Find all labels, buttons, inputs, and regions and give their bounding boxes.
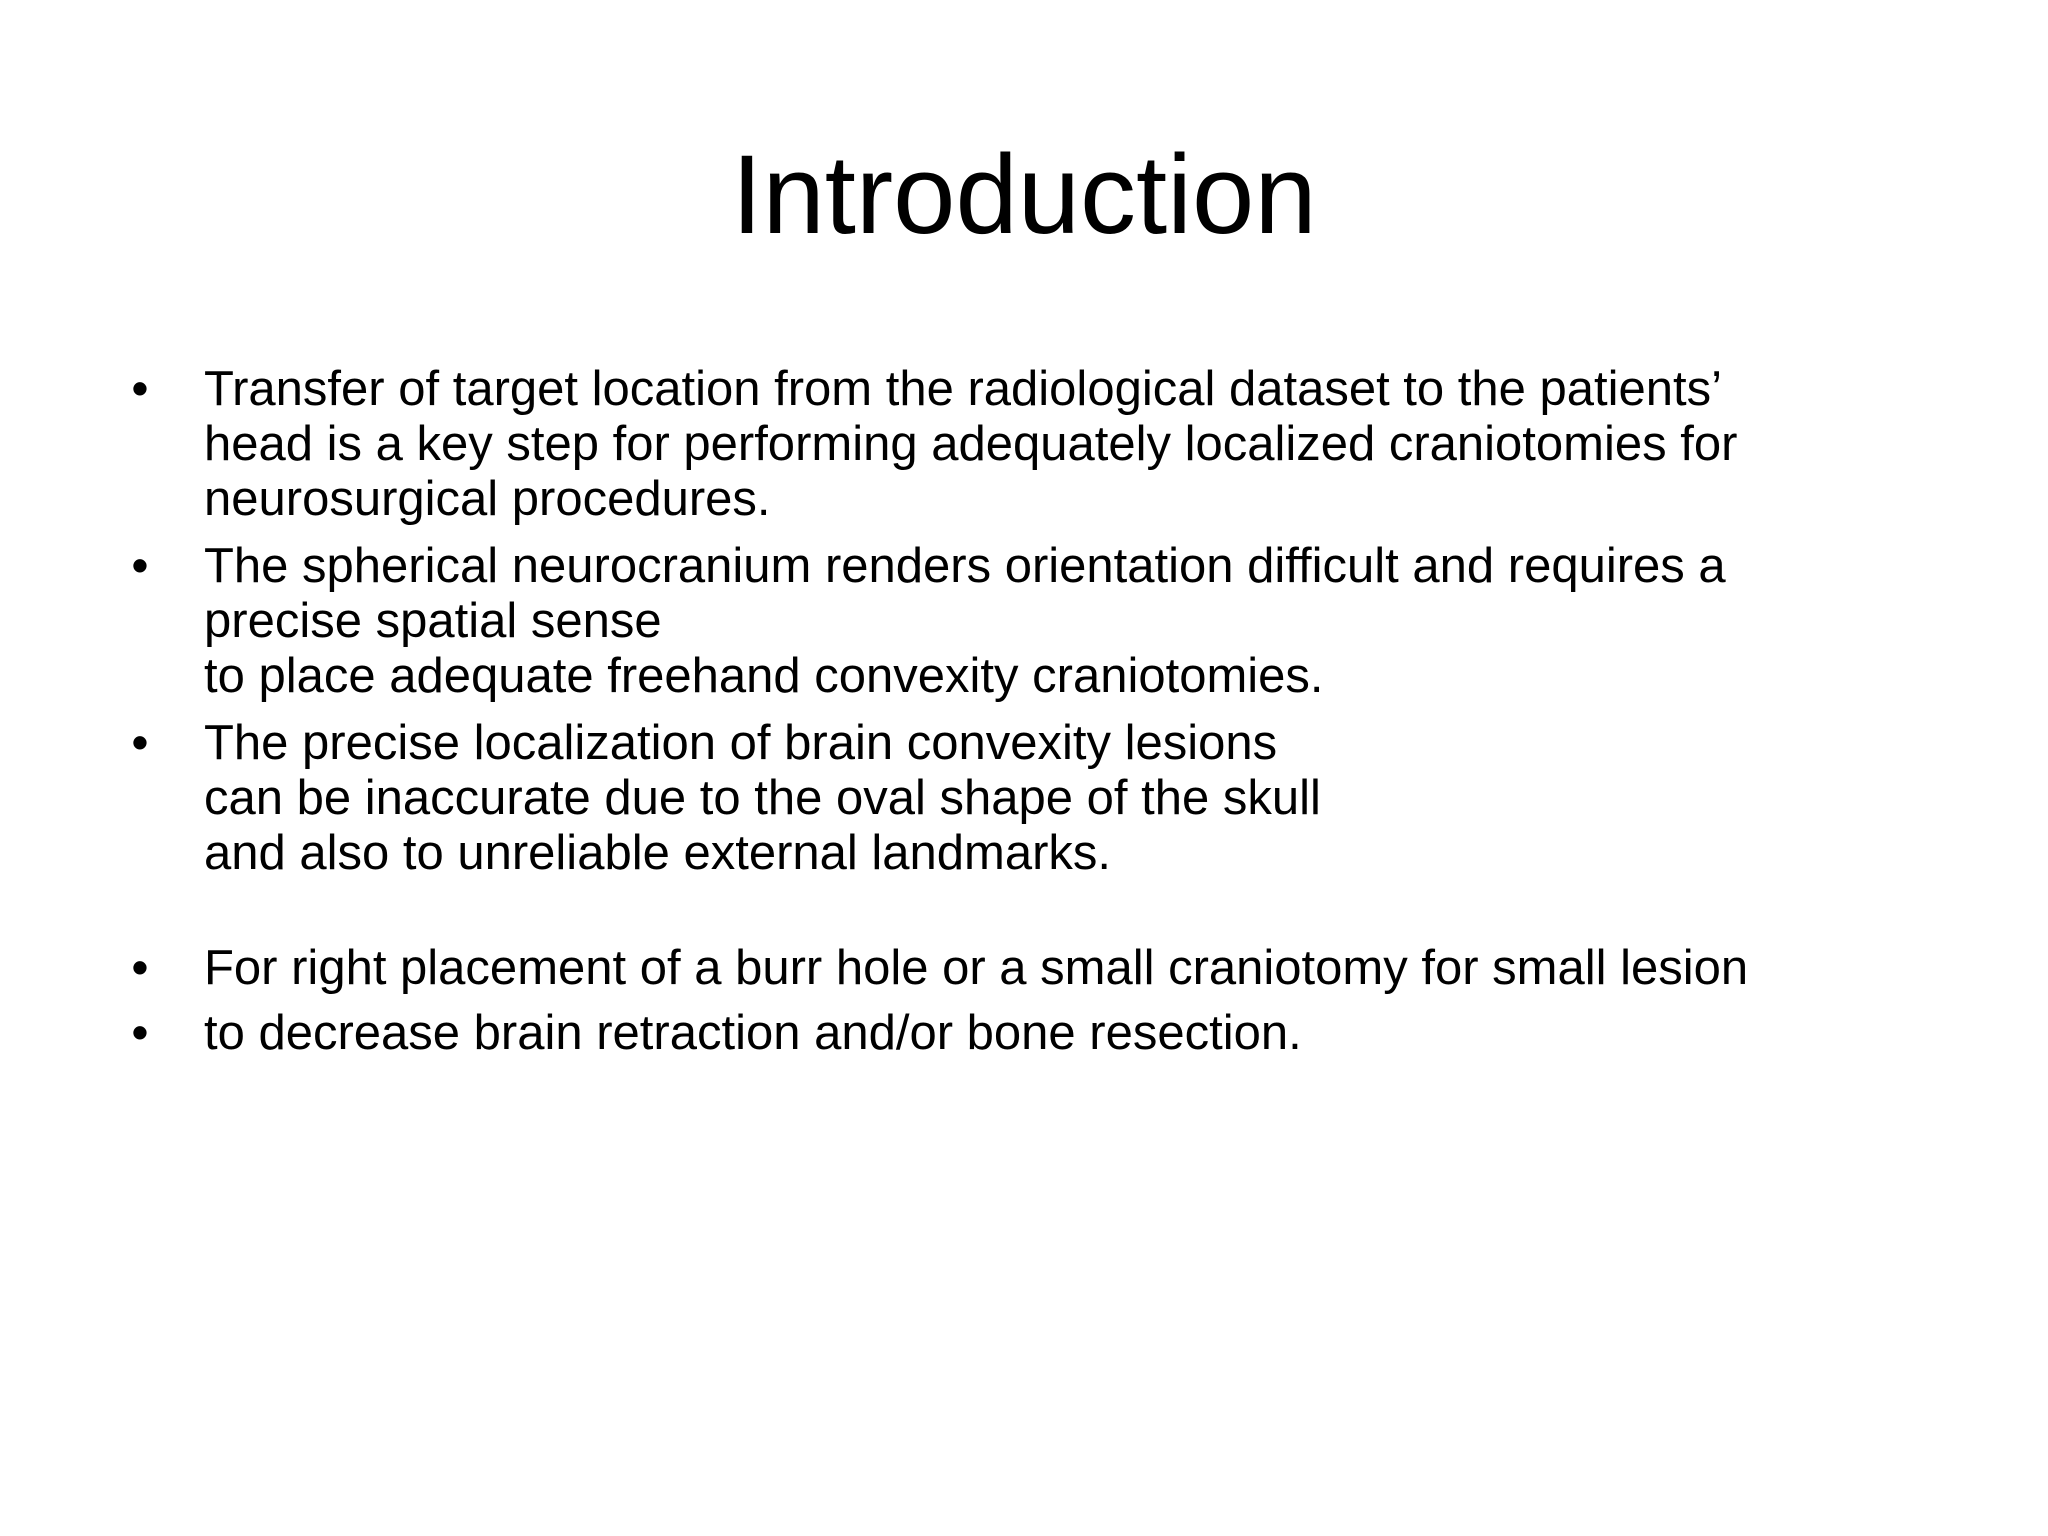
bullet-item-5: [120, 1006, 1920, 1061]
bullet-item-4: [120, 941, 1920, 996]
bullet-text: to place adequate freehand convexity craniotomies.: [204, 649, 1324, 703]
bullet-item-2: [120, 539, 1920, 704]
bullet-text: Transfer of target location from the radiological dataset to the patients’: [204, 362, 1723, 416]
bullet-text: The spherical neurocranium renders orientation difficult and requires a: [204, 539, 1726, 593]
slide-title: Introduction: [731, 132, 1317, 257]
bullet-icon: •: [131, 716, 149, 770]
bullet-list: [120, 362, 1920, 1073]
bullet-text: neurosurgical procedures.: [204, 472, 771, 526]
bullet-text: precise spatial sense: [204, 594, 662, 648]
bullet-text: can be inaccurate due to the oval shape of the skull: [204, 771, 1321, 825]
bullet-text: and also to unreliable external landmarks.: [204, 826, 1112, 880]
bullet-icon: •: [131, 362, 149, 416]
bullet-text: head is a key step for performing adequately localized craniotomies for: [204, 417, 1738, 471]
bullet-text: The precise localization of brain convexity lesions: [204, 716, 1278, 770]
bullet-icon: •: [131, 1006, 149, 1060]
bullet-text: For right placement of a burr hole or a small craniotomy for small lesion: [204, 941, 1749, 995]
bullet-item-3: [120, 716, 1920, 881]
bullet-item-1: [120, 362, 1920, 527]
bullet-text: to decrease brain retraction and/or bone resection.: [204, 1006, 1302, 1060]
bullet-icon: •: [131, 941, 149, 995]
bullet-icon: •: [131, 539, 149, 593]
